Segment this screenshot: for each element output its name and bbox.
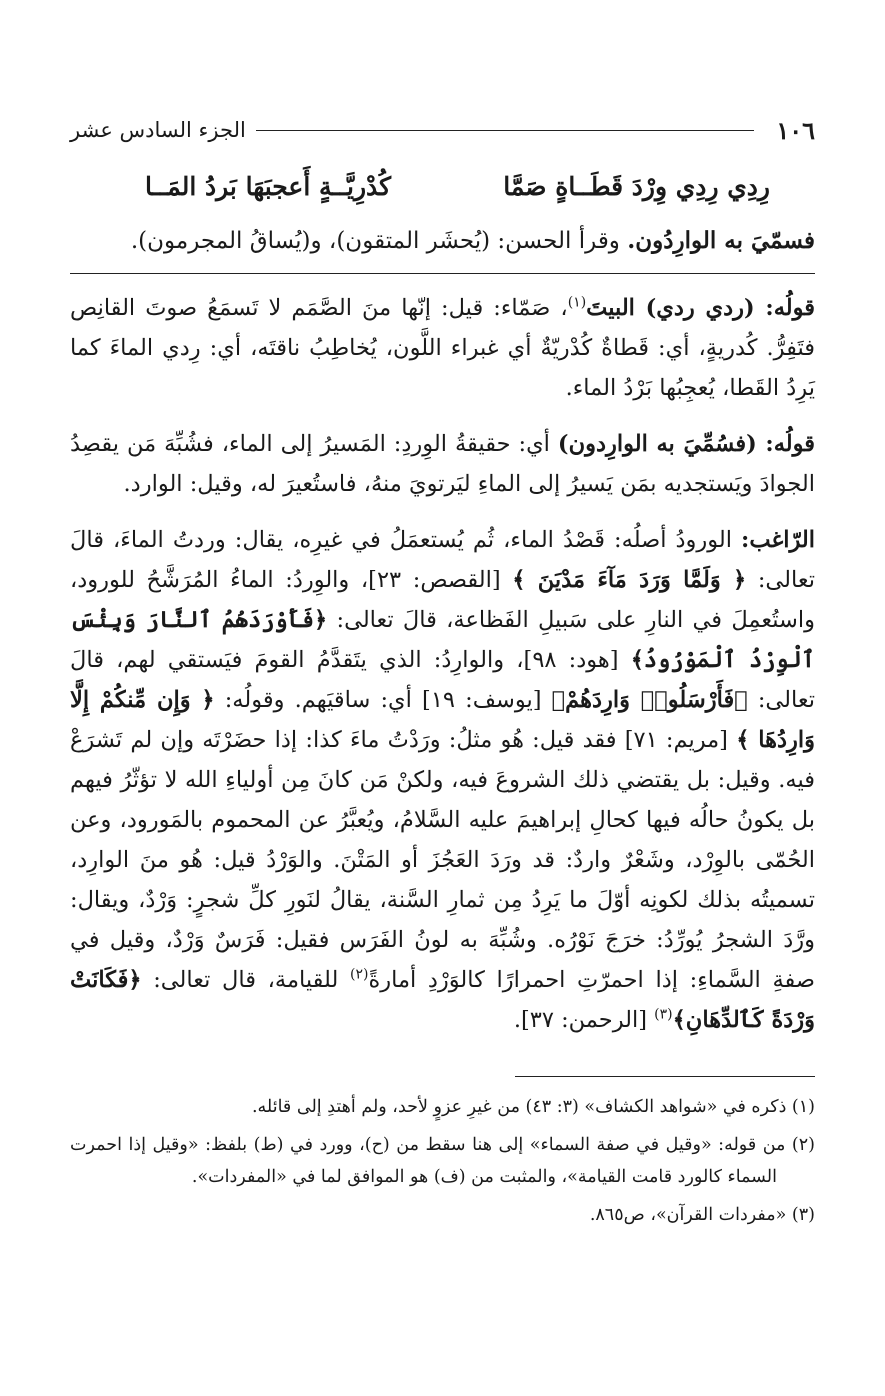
main-text-rest: وقرأ الحسن: (يُحشَر المتقون)، و(يُساقُ المجرمون). [130,228,628,254]
paragraph-text: [الرحمن: ٣٧]. [513,1007,655,1033]
poetry-verse [70,172,815,201]
quran-quote: ﴿ وَلَمَّا وَرَدَ مَآءَ مَدْيَنَ ﴾ [512,567,747,593]
main-text-line [70,221,815,261]
commentary-paragraph-2 [70,424,815,504]
paragraph-text: ، صَمّاء: قيل: إنّها منَ الصَّمَم لا تَسمَعُ صوتَ القانِص فتَفِرُّ. كُدريةٍ، أي: قَطاةٌ كُدْريّةٌ أي غبراء اللَّون، يُخاطِبُ ناقتَه، أي: رِدي الماءَ كما يَرِدُ القَطا، يُعجِبُها بَرْدُ الماء. [70,295,815,401]
footnote-marker-3[interactable]: (٣) [654,1006,673,1023]
footnote-marker-1[interactable]: (١) [567,294,587,311]
paragraph-text: [القصص: ٢٣]، والوِردُ: الماءُ المُرَشَّحُ للورود، واستُعمِلَ في النارِ على سَبيلِ الفَظاعة، قالَ تعالى: [70,567,815,633]
paragraph-lead: قولُه: (فسُمِّيَ به الوارِدون) [557,431,815,457]
verse-first-hemistich: رِدِي رِدِي وِرْدَ قَطَــاةٍ صَمَّا [503,172,770,201]
footnote-2: (٢) من قوله: «وقيل في صفة السماء» إلى هنا سقط من (ح)، وورد في (ط) بلفظ: «وقيل إذا احمرت السماء كالورد قامت القيامة»، والمثبت من (ف) هو الموافق لما في «المفردات». [70,1135,815,1187]
quran-quote: ﴿فَكَانَتْ وَرْدَةً كَٱلدِّهَانِ﴾ [70,967,815,1033]
quran-quote: ﴿فَأَرْسَلُوا۟ وَارِدَهُمْ﴾ [551,687,748,713]
paragraph-text: [يوسف: ١٩] أي: ساقيَهم. وقولُه: [214,687,552,713]
paragraph-lead: قولُه: (ردي ردي) البيتَ [586,295,815,321]
commentary-separator [70,273,815,274]
paragraph-text: [هود: ٩٨]، والوارِدُ: الذي يتَقدَّمُ القومَ فيَستقي لهم، قالَ تعالى: [70,647,815,713]
book-page [70,110,815,1231]
quran-quote: ﴿فَأَوْرَدَهُمُ ٱلنَّارَ وَبِئْسَ ٱلْوِرْدُ ٱلْمَوْرُودُ﴾ [70,607,815,673]
page-header [70,110,815,150]
page-number: ١٠٦ [776,115,815,145]
footnote-1: (١) ذكره في «شواهد الكشاف» (٣: ٤٣) من غيرِ عزوٍ لأحد، ولم أهتدِ إلى قائله. [251,1097,815,1117]
footnote-marker-2[interactable]: (٢) [349,966,369,983]
main-text-bold: فسمّيَ به الوارِدُون. [627,227,815,254]
footnote-separator [515,1076,815,1077]
paragraph-lead: الرّاغب: [741,527,815,553]
verse-second-hemistich: كُدْرِيَّــةٍ أَعجبَهَا بَردُ المَــا [145,172,392,201]
header-rule [256,130,755,131]
paragraph-text: أي: حقيقةُ الوِردِ: المَسيرُ إلى الماء، فشُبِّهَ مَن يقصِدُ الجوادَ ويَستجديه بمَن يَسيرُ إلى الماءِ ليَرتويَ منهُ، فاستُعيرَ له، وقيل: الوارد. [70,431,815,497]
paragraph-text: للقيامة، قال تعالى: [141,967,350,993]
paragraph-text: [مريم: ٧١] فقد قيل: هُو مثلُ: ورَدْتُ ماءَ كذا: إذا حضَرْتَه وإن لم تَشرَعْ فيه. وقيل: بل يقتضي ذلك الشروعَ فيه، ولكنْ مَن كانَ مِن أولياءِ الله لا تؤثّرُ فيهم بل يكونُ حالُه فيها كحالِ إبراهيمَ عليه السَّلامُ، ويُعبَّرُ عن المحموم بالمَورود، وعن الحُمّى بالوِرْد، وشَعْرٌ واردٌ: قد ورَدَ العَجُزَ أو المَتْنَ. والوَرْدُ قيل: هُو منَ الوارِد، تسميتُه بذلك لكونِه أوّلَ ما يَرِدُ مِن ثمارِ السَّنة، يقالُ لنَورِ كلِّ شجرٍ: وَرْدٌ، ويقال: ورَّدَ الشجرُ يُورِّدُ: خرَجَ نَوْرُه. وشُبِّهَ به لونُ الفَرَس فقيل: فَرَسٌ وَرْدٌ، وقيل في صفةِ السَّماءِ: إذا احمرّتِ احمرارًا كالوَرْدِ أمارةً [70,727,815,993]
quran-quote: ﴿ وَإِن مِّنكُمْ إِلَّا وَارِدُهَا ﴾ [70,687,815,753]
commentary-paragraph-3 [70,520,815,1040]
paragraph-text: الورودُ أصلُه: قَصْدُ الماء، ثُم يُستعمَلُ في غيرِه، يقال: وردتُ الماءَ، قالَ تعالى: [70,527,815,593]
commentary-paragraph-1 [70,288,815,408]
footnote-3: (٣) «مفردات القرآن»، ص٨٦٥. [589,1205,815,1225]
running-title: الجزء السادس عشر [70,118,246,142]
